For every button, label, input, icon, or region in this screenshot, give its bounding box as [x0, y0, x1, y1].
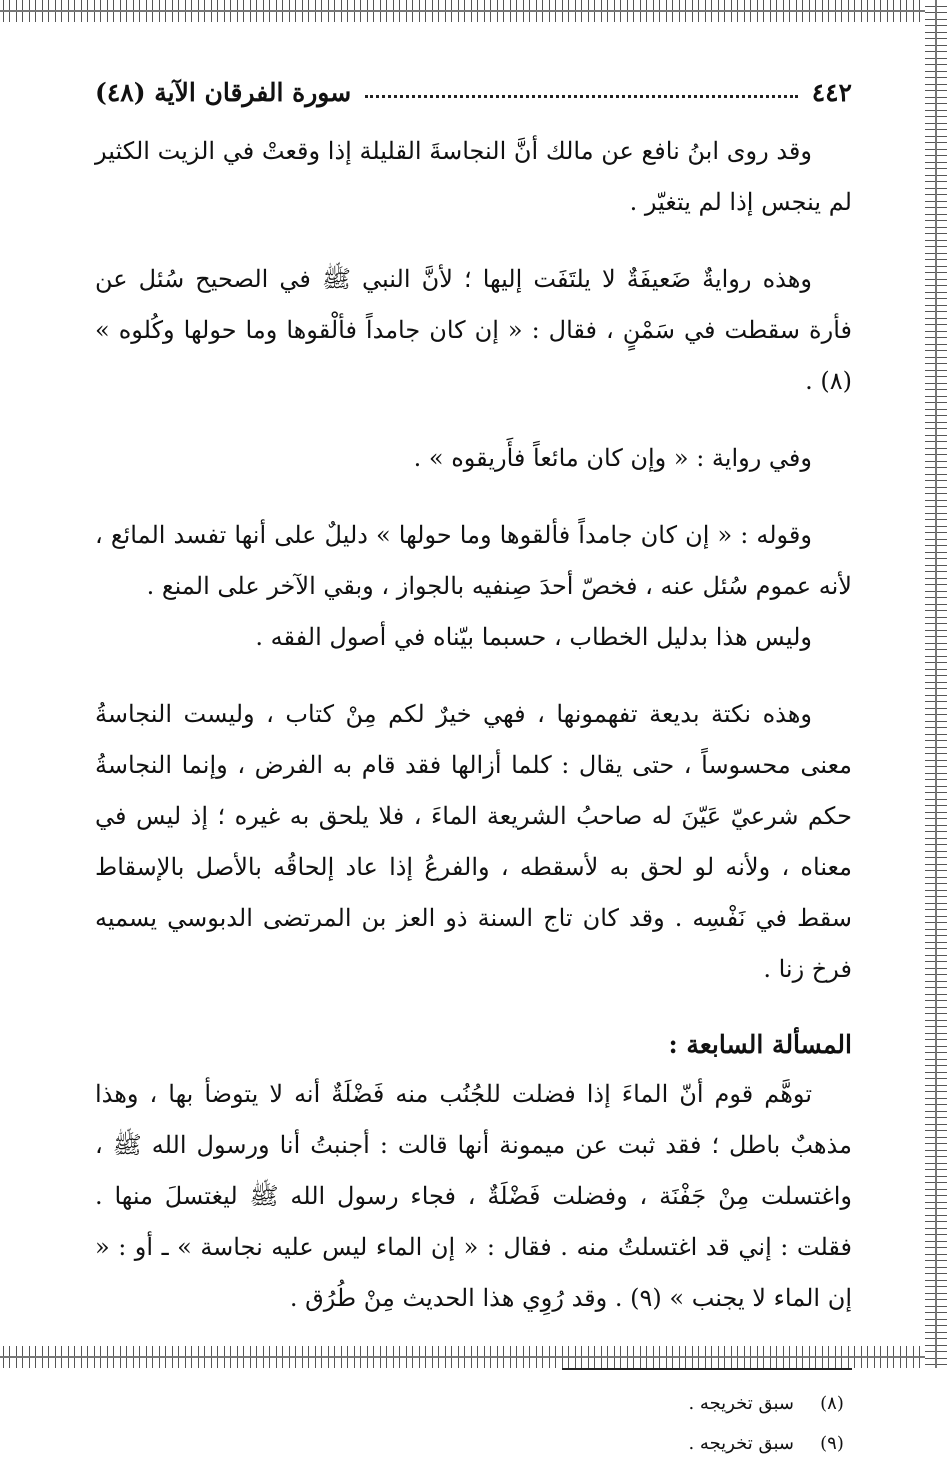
paragraph: وفي رواية : « وإن كان مائعاً فأَريقوه » .: [413, 444, 812, 472]
footnote-number: (٩): [820, 1433, 844, 1454]
page-border-bottom: [0, 1346, 947, 1368]
paragraph: وقوله : « إن كان جامداً فألقوها وما حولها » دليلٌ على أنها تفسد المائع ، لأنه عموم سُئل عنه ، فخصّ أحدَ صِنفيه بالجواز ، وبقي الآخر على المنع .: [95, 521, 852, 600]
surah-title: سورة الفرقان الآية (٤٨): [95, 77, 352, 107]
footnote-number: (٨): [820, 1393, 844, 1414]
section-heading: المسألة السابعة :: [668, 1030, 852, 1059]
footnote-text: سبق تخريجه .: [688, 1433, 794, 1454]
page-border-top: [0, 0, 947, 22]
paragraph: وهذه روايةٌ ضَعيفَةٌ لا يلتَفَت إليها ؛ لأنَّ النبي ﷺ في الصحيح سُئل عن فأرة سقطت في سَمْنٍ ، فقال : « إن كان جامداً فألْقوها وما حولها وكُلوه » (٨) .: [95, 265, 852, 395]
page-content: [95, 72, 852, 1454]
page-number: ٤٤٢: [811, 77, 852, 107]
footnote: [95, 1384, 852, 1424]
paragraph: وقد روى ابنُ نافع عن مالك أنَّ النجاسةَ القليلة إذا وقعتْ في الزيت الكثير لم ينجس إذا لم يتغيّر .: [95, 137, 852, 216]
dotted-leader: [365, 95, 798, 98]
footnote: [95, 1424, 852, 1464]
footnote-rule: [562, 1368, 852, 1370]
paragraph: توهَّم قوم أنّ الماءَ إذا فضلت للجُنُب منه فَضْلَةٌ أنه لا يتوضأ بها ، وهذا مذهبٌ باطل ؛ فقد ثبت عن ميمونة أنها قالت : أجنبتُ أنا ورسول الله ﷺ ، واغتسلت مِنْ جَفْنَة ، وفضلت فَضْلَةٌ ، فجاء رسول الله ﷺ ليغتسلَ منها . فقلت : إني قد اغتسلتُ منه . فقال : « إن الماء ليس عليه نجاسة » ـ أو : « إن الماء لا يجنب » (٩) . وقد رُوِي هذا الحديث مِنْ طُرُق .: [95, 1080, 852, 1312]
footnote-text: سبق تخريجه .: [688, 1393, 794, 1414]
running-header: [95, 72, 852, 112]
paragraph: وهذه نكتة بديعة تفهمونها ، فهي خيرٌ لكم مِنْ كتاب ، وليست النجاسةُ معنى محسوساً ، حتى يقال : كلما أزالها فقد قام به الفرض ، وإنما النجاسةُ حكم شرعيّ عَيّنَ له صاحبُ الشريعة الماءَ ، فلا يلحق به غيره ؛ إذ ليس في معناه ، ولأنه لو لحق به لأسقطه ، والفرعُ إذا عاد إلحاقُه بالأصل بالإسقاط سقط في نَفْسِه . وقد كان تاج السنة ذو العز بن المرتضى الدبوسي يسميه فرخ زنا .: [95, 700, 852, 983]
paragraph: وليس هذا بدليل الخطاب ، حسبما بيّناه في أصول الفقه .: [255, 623, 812, 651]
page-border-right: [925, 0, 947, 1368]
